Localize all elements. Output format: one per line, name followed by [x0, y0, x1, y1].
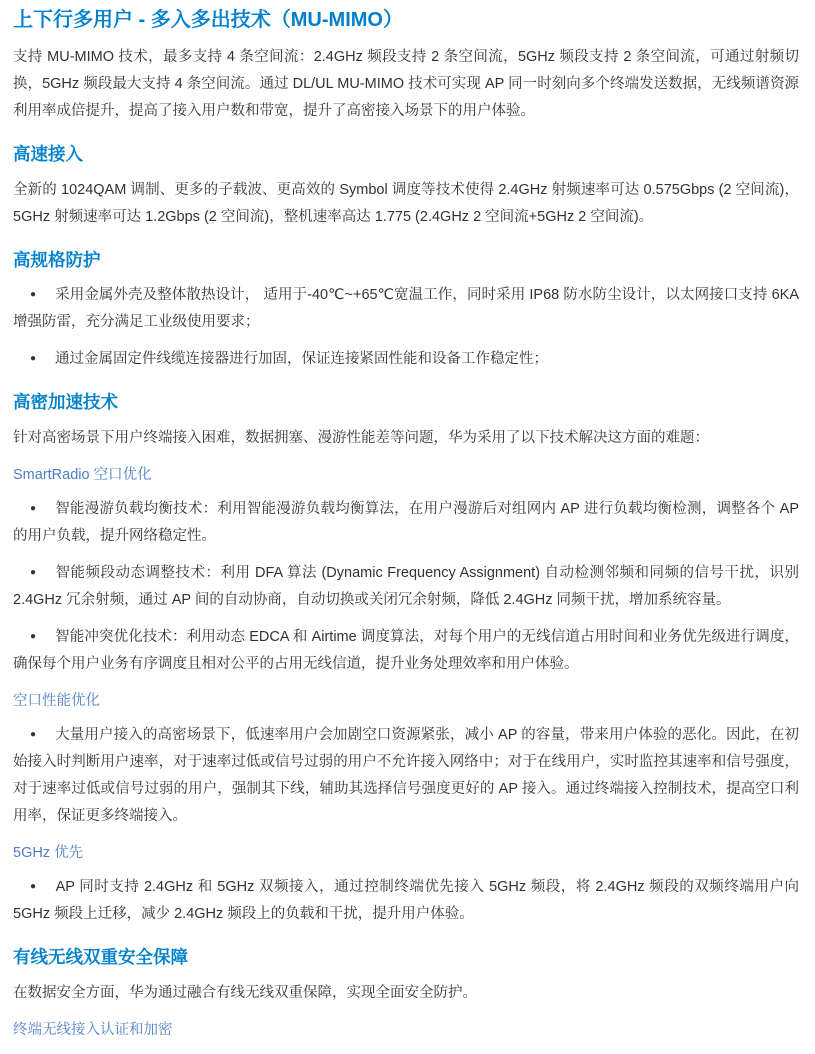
bullet-text: 智能频段动态调整技术：利用 DFA 算法 (Dynamic Frequency Assignment) 自动检测邻频和同频的信号干扰，识别 2.4GHz 冗余射频，通过 AP 间的自动协商，自动切换或关闭冗余射频，降低 2.4GHz 同频干扰，增加系统容量。 [13, 565, 799, 608]
section-mu-mimo [13, 7, 799, 125]
section-heading-high-spec-protection: 高规格防护 [13, 250, 101, 270]
bullet-item [13, 623, 799, 678]
bullet-icon: ● [30, 631, 37, 642]
section-heading-high-speed-access: 高速接入 [13, 144, 83, 164]
bullet-icon: ● [30, 503, 37, 514]
bullet-item [13, 495, 799, 550]
bullet-icon: ● [30, 289, 37, 300]
bullet-item [13, 873, 799, 928]
section-high-spec-protection [13, 248, 799, 373]
bullet-item [13, 281, 799, 336]
subheading-air-interface-performance: 空口性能优化 [13, 693, 100, 709]
paragraph-mu-mimo: 支持 MU-MIMO 技术，最多支持 4 条空间流：2.4GHz 频段支持 2 条空间流，5GHz 频段支持 2 条空间流，可通过射频切换，5GHz 频段最大支持 4 条空间流。通过 DL/UL MU-MIMO 技术可实现 AP 同一时刻向多个终端发送数据，无线频谱资源利用率成倍提升，提高了接入用户数和带宽，提升了高密接入场景下的用户体验。 [13, 49, 799, 119]
section-wired-wireless-security [13, 945, 799, 1041]
bullet-text: 智能冲突优化技术：利用动态 EDCA 和 Airtime 调度算法，对每个用户的无线信道占用时间和业务优先级进行调度，确保每个用户业务有序调度且相对公平的占用无线信道，提升业务处理效率和用户体验。 [13, 629, 799, 672]
paragraph-high-density-intro: 针对高密场景下用户终端接入困难，数据拥塞、漫游性能差等问题，华为采用了以下技术解决这方面的难题： [13, 430, 709, 446]
bullet-item [13, 345, 799, 373]
subheading-terminal-auth-encryption: 终端无线接入认证和加密 [13, 1022, 173, 1038]
bullet-icon: ● [30, 353, 37, 364]
bullet-text: AP 同时支持 2.4GHz 和 5GHz 双频接入，通过控制终端优先接入 5GHz 频段，将 2.4GHz 频段的双频终端用户向 5GHz 频段上迁移，减少 2.4GHz 频段上的负载和干扰，提升用户体验。 [13, 879, 800, 922]
section-heading-mu-mimo: 上下行多用户 - 多入多出技术（MU-MIMO） [13, 9, 403, 31]
subheading-smartradio: SmartRadio 空口优化 [13, 467, 152, 483]
bullet-icon: ● [30, 729, 37, 740]
paragraph-high-speed-access: 全新的 1024QAM 调制、更多的子载波、更高效的 Symbol 调度等技术使得 2.4GHz 射频速率可达 0.575Gbps (2 空间流)，5GHz 射频速率可达 1.2Gbps (2 空间流)，整机速率高达 1.775 (2.4GHz 2 空间流+5GHz 2 空间流)。 [13, 182, 799, 225]
bullet-text: 采用金属外壳及整体散热设计， 适用于-40℃~+65℃宽温工作，同时采用 IP68 防水防尘设计，以太网接口支持 6KA 增强防雷，充分满足工业级使用要求； [13, 287, 799, 330]
section-heading-high-density-acceleration: 高密加速技术 [13, 392, 118, 412]
bullet-item [13, 721, 799, 830]
bullet-icon: ● [30, 881, 37, 892]
subheading-5ghz-priority: 5GHz 优先 [13, 845, 84, 861]
document-body [0, 7, 815, 1041]
section-high-density-acceleration [13, 390, 799, 928]
bullet-text: 大量用户接入的高密场景下，低速率用户会加剧空口资源紧张，减小 AP 的容量，带来用户体验的恶化。因此，在初始接入时判断用户速率，对于速率过低或信号过弱的用户不允许接入网络中；对于在线用户，实时监控其速率和信号强度， 对于速率过低或信号过弱的用户，强制其下线，辅助其选择信号强度更好的 AP 接入。通过终端接入控制技术，提高空口利用率，保证更多终端接入。 [13, 727, 799, 824]
bullet-icon: ● [30, 567, 37, 578]
section-heading-wired-wireless-security: 有线无线双重安全保障 [13, 947, 188, 967]
section-high-speed-access [13, 142, 799, 231]
bullet-text: 通过金属固定件线缆连接器进行加固，保证连接紧固性能和设备工作稳定性； [55, 351, 549, 367]
bullet-text: 智能漫游负载均衡技术：利用智能漫游负载均衡算法，在用户漫游后对组网内 AP 进行负载均衡检测，调整各个 AP 的用户负载，提升网络稳定性。 [13, 501, 799, 544]
bullet-item [13, 559, 799, 614]
paragraph-security-intro: 在数据安全方面，华为通过融合有线无线双重保障，实现全面安全防护。 [13, 985, 477, 1001]
